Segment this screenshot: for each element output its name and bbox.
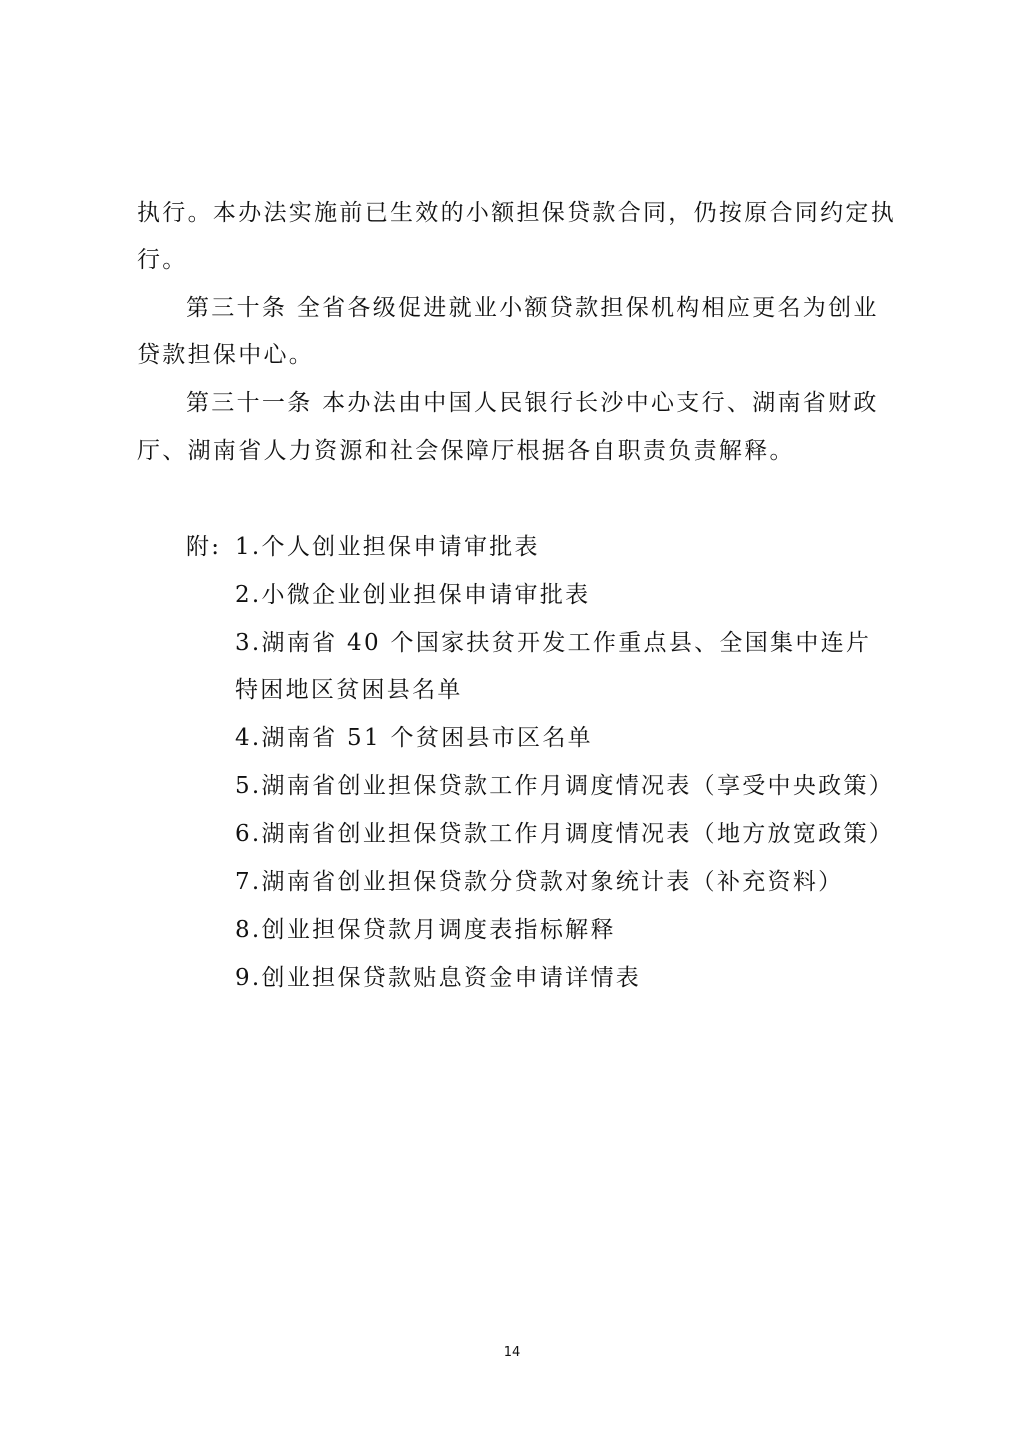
attachments-label: 附:	[186, 534, 222, 560]
article-31-line: 厅、湖南省人力资源和社会保障厅根据各自职责负责解释。	[137, 438, 795, 464]
attachment-item-continuation: 特困地区贫困县名单	[235, 677, 463, 703]
page-number: 14	[503, 1345, 521, 1360]
article-30-line: 第三十条 全省各级促进就业小额贷款担保机构相应更名为创业	[186, 295, 879, 321]
attachment-item: 6.湖南省创业担保贷款工作月调度情况表（地方放宽政策）	[235, 821, 895, 847]
attachment-item: 9.创业担保贷款贴息资金申请详情表	[235, 965, 642, 991]
attachment-item: 1.个人创业担保申请审批表	[235, 534, 540, 560]
attachment-item: 4.湖南省 51 个贫困县市区名单	[235, 725, 593, 751]
attachment-item: 3.湖南省 40 个国家扶贫开发工作重点县、全国集中连片	[235, 630, 872, 656]
attachment-item: 8.创业担保贷款月调度表指标解释	[235, 917, 616, 943]
attachment-item: 2.小微企业创业担保申请审批表	[235, 582, 591, 608]
paragraph-line: 行。	[137, 247, 188, 273]
attachment-item: 7.湖南省创业担保贷款分贷款对象统计表（补充资料）	[235, 869, 844, 895]
article-31-line: 第三十一条 本办法由中国人民银行长沙中心支行、湖南省财政	[186, 390, 879, 416]
attachment-item: 5.湖南省创业担保贷款工作月调度情况表（享受中央政策）	[235, 773, 895, 799]
paragraph-line: 执行。本办法实施前已生效的小额担保贷款合同，仍按原合同约定执	[137, 200, 896, 226]
article-30-line: 贷款担保中心。	[137, 342, 315, 368]
